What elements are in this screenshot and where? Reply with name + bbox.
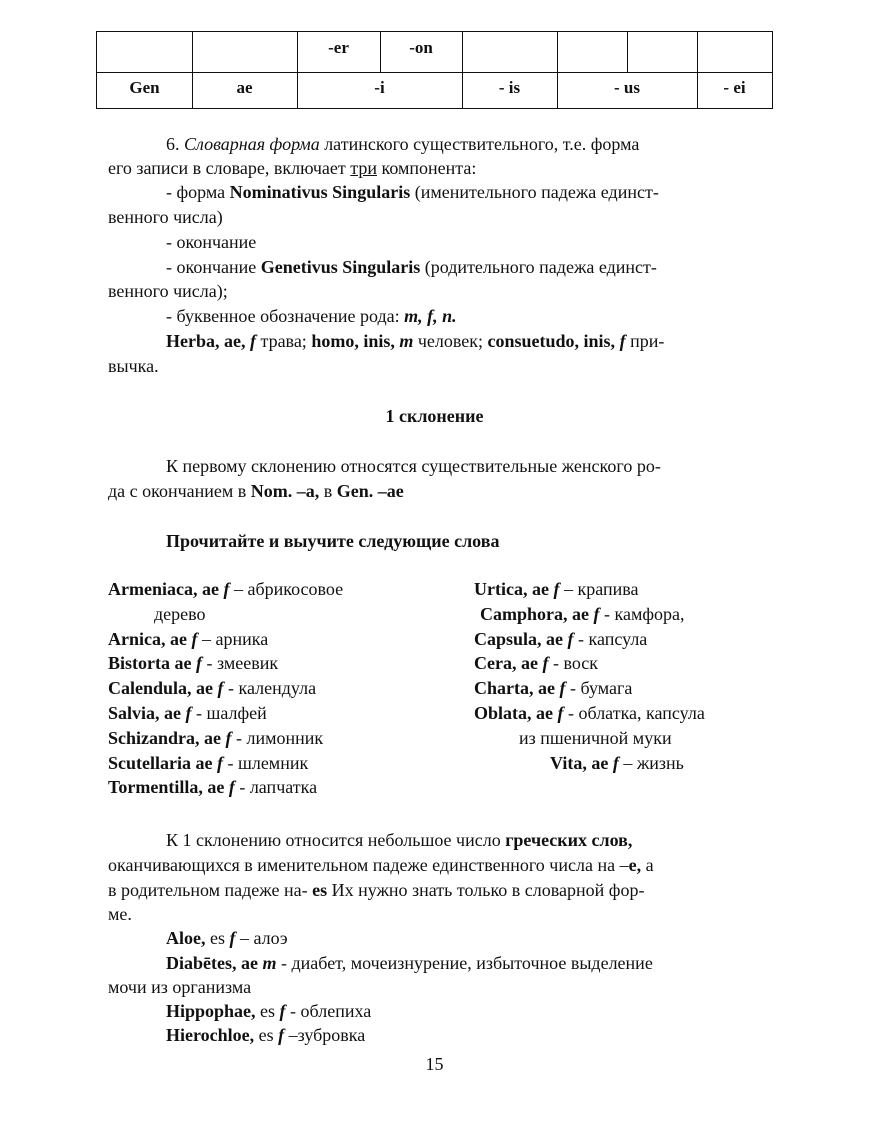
gender-mark: f [229,928,236,948]
paragraph-line: К первому склонению относятся существительные женского ро- [166,456,661,476]
text: в [323,481,333,501]
bullet-line: - окончание [166,232,257,252]
ending: es [312,880,328,900]
translation: - календула [228,678,317,699]
gender-mark: f [225,727,232,748]
gender-mark: f [567,628,574,649]
paragraph-line [108,854,654,876]
vocab-column-right [474,577,705,775]
latin-word: Cera, ae [474,653,538,674]
translation: - капсула [578,628,648,649]
latin-word: Diabētes, ae [166,953,258,973]
text: компонента: [381,158,477,178]
translation: – жизнь [623,752,684,773]
text: латинского существительного, т.е. форма [324,134,640,154]
gender-mark: f [216,752,223,773]
latin-word: homo, inis, [311,331,395,351]
table-cell: - is [498,78,521,97]
latin-word: consuetudo, inis, [487,331,616,351]
bullet-line [166,305,457,327]
vocab-entry [108,676,343,701]
translation: - шалфей [196,702,267,723]
genitive-ending: es [258,1025,274,1045]
translation: - лапчатка [239,777,318,798]
vocab-entry [108,651,343,676]
vocab-entry [474,602,705,627]
latin-word: Scutellaria ae [108,752,213,773]
latin-word: Vita, ae [550,752,609,773]
case-ending: Gen. –ae [336,481,404,501]
paragraph-line [166,133,639,155]
latin-word: Calendula, ae [108,678,214,699]
bullet-line [166,181,659,203]
text: оканчивающихся в именительном падеже единственного числа на – [108,855,629,875]
item-number: 6. [166,134,180,154]
latin-term: Genetivus Singularis [260,257,421,277]
latin-word: Herba, ae, [166,331,246,351]
vocab-entry-cont: из пшеничной муки [519,727,672,748]
genitive-ending: es [260,1001,276,1021]
text: (именительного падежа единст- [414,182,659,202]
text: К 1 склонению относится небольшое число [166,830,501,850]
paragraph-line [108,879,644,901]
latin-word: Charta, ae [474,678,555,699]
translation: - диабет, мочеизнурение, избыточное выделение [281,953,653,973]
gender-mark: f [553,579,560,599]
paragraph-line [166,829,632,851]
case-ending: Nom. –a, [250,481,320,501]
translation: - змеевик [206,653,279,674]
vocab-entry-cont: дерево [154,603,206,624]
vocab-entry [166,1024,365,1046]
latin-word: Arnica, ae [108,628,187,649]
latin-word: Hierochloe, [166,1025,255,1045]
vocab-entry [474,676,705,701]
translation: - лимонник [236,727,324,748]
translation: - камфора, [604,603,685,624]
text: - буквенное обозначение рода: [166,306,400,326]
section-heading: 1 склонение [385,406,484,426]
table-cell: - ei [723,78,746,97]
vocab-entry [108,701,343,726]
gender-marks: m, f, n. [404,306,457,326]
table-col-divider [627,32,628,72]
term-italic: Словарная форма [184,134,320,154]
vocab-entry [474,701,705,726]
gender-mark: f [619,331,626,351]
translation: - воск [552,653,599,674]
vocab-entry [474,651,705,676]
gender-mark: f [191,628,198,649]
text: в родительном падеже на- [108,880,308,900]
text: - окончание [166,257,257,277]
subheading: Прочитайте и выучите следующие слова [166,531,500,551]
vocab-entry [108,751,343,776]
gender-mark: f [195,653,202,674]
text: да с окончанием в [108,481,247,501]
text: - форма [166,182,226,202]
translation: - облатка, капсула [568,702,705,723]
paragraph-line: ме. [108,904,132,924]
page-number: 15 [425,1054,444,1074]
paragraph-line [108,480,404,502]
gender-mark: f [249,331,256,351]
latin-word: Camphora, ae [480,603,589,624]
latin-word: Aloe, [166,928,206,948]
gender-mark: f [542,653,549,674]
table-cell: - us [614,78,640,97]
bullet-line-cont: венного числа) [108,207,223,227]
translation: - бумага [569,678,633,699]
gender-mark: f [228,777,235,798]
gender-mark: f [557,702,564,723]
paragraph-line [108,157,476,179]
gender-mark: f [279,1001,286,1021]
vocab-entry [108,627,343,652]
table-row-divider [97,72,772,73]
latin-word: Schizandra, ae [108,727,222,748]
bullet-line [166,256,657,278]
gender-mark: f [559,678,566,699]
gender-mark: f [593,603,600,624]
example-line-cont: вычка. [108,356,159,376]
vocab-entry [474,627,705,652]
latin-word: Bistorta ae [108,653,192,674]
table-cell-case: Gen [129,78,160,97]
emphasis: греческих слов, [505,830,633,850]
latin-word: Capsula, ae [474,628,564,649]
gender-mark: f [278,1025,285,1045]
table-cell: -i [374,78,385,97]
text: Их нужно знать только в словарной фор- [331,880,645,900]
translation: – арника [201,628,269,649]
gender-mark: f [185,702,192,723]
translation: – алоэ [240,928,288,948]
vocab-entry [166,1000,371,1022]
latin-word: Oblata, ae [474,702,553,723]
bullet-line-cont: венного числа); [108,281,228,301]
vocab-entry [108,577,343,602]
translation: человек; [417,331,484,351]
latin-word: Tormentilla, ae [108,777,225,798]
latin-word: Urtica, ae [474,579,549,599]
vocab-entry [108,726,343,751]
translation: - облепиха [290,1001,372,1021]
translation: при- [630,331,665,351]
gender-mark: m [262,953,277,973]
translation: трава; [260,331,307,351]
translation: –зубровка [288,1025,366,1045]
vocab-column-left [108,577,343,800]
vocab-entry [166,927,288,949]
table-cell: -on [409,38,433,57]
latin-word: Hippophae, [166,1001,256,1021]
underlined-text: три [350,158,377,178]
vocab-entry [166,952,653,974]
vocab-entry-cont: мочи из организма [108,977,252,997]
translation: – крапива [563,579,639,599]
example-line [166,330,664,352]
vocab-entry [474,577,705,602]
declension-endings-table [96,31,773,109]
latin-word: Armeniaca, ae [108,579,219,599]
latin-term: Nominativus Singularis [229,182,411,202]
gender-mark: f [223,579,230,599]
table-cell: ae [236,78,253,97]
text: (родительного падежа единст- [424,257,657,277]
gender-mark: f [217,678,224,699]
translation: - шлемник [227,752,309,773]
vocab-entry [108,775,343,800]
text: его записи в словаре, включает [108,158,346,178]
text: а [645,855,654,875]
gender-mark: f [612,752,619,773]
translation: – абрикосовое [233,579,344,599]
genitive-ending: es [210,928,225,948]
table-cell: -er [328,38,349,57]
gender-mark: m [399,331,414,351]
latin-word: Salvia, ae [108,702,182,723]
ending: e, [628,855,642,875]
vocab-entry [474,751,705,776]
